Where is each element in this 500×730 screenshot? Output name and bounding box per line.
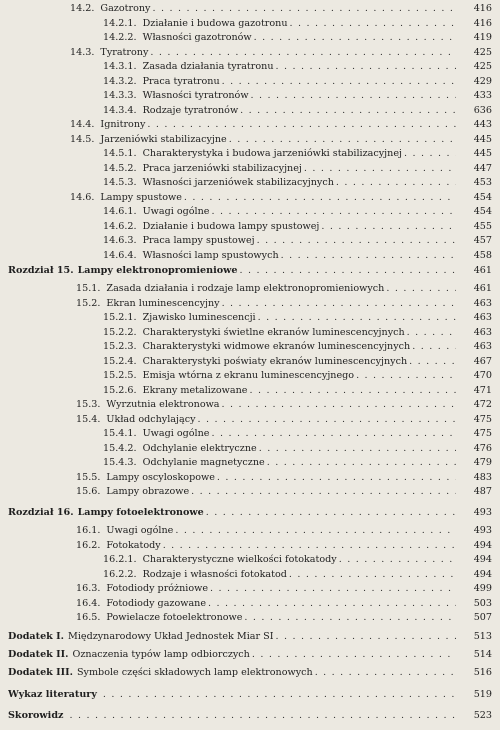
toc-entry-number: 15.2. [76, 297, 101, 309]
toc-entry-number: 16.2.2. [103, 568, 137, 580]
toc-entry [0, 456, 500, 470]
toc-entry-number: 14.5. [70, 133, 95, 145]
leader-dots [274, 60, 456, 74]
toc-entry-number: 14.6.3. [103, 235, 137, 246]
leader-dots [402, 147, 456, 161]
toc-entry [0, 648, 500, 662]
toc-entry-page: 458 [473, 249, 492, 261]
toc-entry-title: Zasada działania i rodzaje lamp elektronopromieniowych [106, 283, 385, 294]
toc-entry-label [8, 630, 456, 644]
toc-entry-label [103, 17, 456, 31]
leader-dots [242, 611, 456, 625]
toc-entry [0, 355, 500, 369]
toc-entry [0, 688, 500, 702]
toc-entry-title: Zjawisko luminescencji [142, 312, 256, 323]
toc-entry-title: Ignitrony [100, 119, 146, 130]
toc-entry-label [103, 205, 456, 219]
toc-entry [0, 282, 500, 296]
toc-entry [0, 147, 500, 161]
toc-entry-title: Charakterystyki poświaty ekranów luminescencyjnych [142, 355, 408, 367]
toc-entry-page: 461 [473, 265, 492, 276]
toc-entry-label [103, 326, 456, 340]
toc-entry-title: Fotodiody gazowane [106, 597, 207, 609]
leader-dots [274, 630, 456, 644]
toc-entry [0, 162, 500, 176]
toc-entry-page: 516 [473, 667, 492, 678]
toc-entry-page: 463 [473, 297, 492, 309]
toc-entry-page: 494 [473, 568, 492, 580]
toc-entry-number: 15.2.1. [103, 312, 137, 323]
toc-entry-label [70, 133, 456, 147]
toc-entry [0, 17, 500, 31]
toc-entry-label [103, 456, 456, 470]
toc-entry-number: 14.6. [70, 191, 95, 203]
toc-entry-number: 14.3.4. [103, 104, 137, 116]
leader-dots [257, 442, 456, 456]
toc-entry-number: 15.2.4. [103, 355, 137, 367]
toc-entry-number: 15.4. [76, 413, 101, 425]
toc-entry [0, 384, 500, 398]
toc-entry-label [103, 355, 456, 369]
toc-entry-label [8, 264, 456, 278]
toc-entry-number: 15.1. [76, 283, 101, 294]
toc-entry-title: Działanie i budowa gazotronu [142, 17, 288, 29]
toc-entry-label [103, 340, 456, 354]
toc-entry-page: 471 [473, 384, 492, 396]
toc-entry-number: Rozdział 16. [8, 507, 74, 518]
toc-entry-page: 454 [473, 206, 492, 217]
toc-entry-number: Wykaz literatury [8, 689, 97, 700]
toc-entry [0, 709, 500, 723]
toc-entry [0, 297, 500, 311]
toc-entry-number: 15.2.3. [103, 341, 137, 352]
toc-entry-page: 429 [473, 75, 492, 87]
leader-dots [227, 133, 456, 147]
toc-entry-label [103, 249, 456, 263]
toc-entry-label [76, 413, 456, 427]
leader-dots [319, 220, 456, 234]
toc-entry-number: 14.6.1. [103, 206, 137, 217]
toc-entry-number: 14.5.2. [103, 162, 137, 174]
toc-entry-number: 14.6.4. [103, 249, 137, 261]
toc-entry-page: 493 [473, 525, 492, 536]
toc-entry [0, 75, 500, 89]
toc-entry-page: 454 [473, 191, 492, 203]
toc-entry-label [103, 369, 456, 383]
toc-entry [0, 398, 500, 412]
toc-entry-label [103, 384, 456, 398]
toc-entry-title: Lampy fotoelektronowe [77, 507, 204, 518]
toc-entry-label [70, 118, 456, 132]
toc-entry-label [76, 282, 456, 296]
toc-entry-number: 14.2. [70, 3, 95, 14]
toc-entry-number: Skorowidz [8, 710, 64, 721]
toc-entry-label [103, 311, 456, 325]
leader-dots [215, 471, 456, 485]
toc-entry-label [103, 60, 456, 74]
toc-entry-title: Lampy elektronopromieniowe [77, 265, 238, 276]
toc-entry-page: 463 [473, 312, 492, 323]
toc-entry-page: 461 [473, 283, 492, 294]
toc-entry-title: Rodzaje i własności fotokatod [142, 568, 287, 580]
toc-entry-label [103, 75, 456, 89]
toc-entry-title: Fotodiody próżniowe [106, 583, 209, 594]
toc-entry-number: 14.3.1. [103, 61, 137, 72]
toc-entry-number: 14.5.1. [103, 148, 137, 159]
leader-dots [252, 31, 456, 45]
toc-entry-label [103, 31, 456, 45]
leader-dots [337, 553, 456, 567]
toc-entry-number: 15.2.2. [103, 326, 137, 338]
leader-dots [150, 2, 456, 16]
toc-entry-title: Charakterystyki widmowe ekranów luminescencyjnych [142, 341, 411, 352]
toc-entry-number: 15.4.1. [103, 428, 137, 439]
toc-entry [0, 506, 500, 520]
toc-entry [0, 369, 500, 383]
leader-dots [101, 688, 456, 702]
toc-entry [0, 311, 500, 325]
toc-entry-page: 636 [473, 104, 492, 116]
toc-entry-label [103, 442, 456, 456]
toc-entry-label [103, 104, 456, 118]
toc-entry-number: Rozdział 15. [8, 265, 74, 276]
leader-dots [68, 709, 457, 723]
leader-dots [204, 506, 456, 520]
toc-entry-page: 472 [473, 399, 492, 410]
toc-entry-label [103, 553, 456, 567]
toc-entry [0, 340, 500, 354]
toc-entry-number: 14.3.3. [103, 90, 137, 101]
toc-entry [0, 220, 500, 234]
toc-entry [0, 539, 500, 553]
toc-entry-page: 475 [473, 413, 492, 425]
toc-entry-title: Charakterystyka i budowa jarzeniówki stabilizacyjnej [142, 148, 402, 159]
toc-entry-label [76, 611, 456, 625]
toc-entry-page: 479 [473, 457, 492, 468]
toc-entry-number: 16.4. [76, 597, 101, 609]
toc-entry [0, 176, 500, 190]
toc-entry-page: 523 [473, 710, 492, 721]
toc-entry-number: 16.2. [76, 539, 101, 551]
toc-entry-label [8, 506, 456, 520]
toc-entry-title: Lampy spustowe [100, 191, 182, 203]
toc-entry-label [76, 485, 456, 499]
toc-entry-number: 16.3. [76, 583, 101, 594]
toc-entry-page: 447 [473, 162, 492, 174]
toc-entry-title: Wyrzutnia elektronowa [106, 399, 220, 410]
toc-entry-page: 475 [473, 428, 492, 439]
toc-entry-title: Układ odchylający [106, 413, 196, 425]
toc-entry-title: Uwagi ogólne [106, 525, 174, 536]
leader-dots [302, 162, 456, 176]
toc-entry-title: Praca lampy spustowej [142, 235, 255, 246]
toc-entry-label [8, 688, 456, 702]
toc-entry [0, 104, 500, 118]
toc-entry-number: 14.4. [70, 119, 95, 130]
leader-dots [405, 326, 456, 340]
leader-dots [287, 568, 456, 582]
leader-dots [279, 249, 456, 263]
toc-entry-label [76, 398, 456, 412]
toc-entry-label [70, 2, 456, 16]
leader-dots [196, 413, 456, 427]
toc-entry [0, 2, 500, 16]
toc-entry-page: 419 [473, 32, 492, 43]
leader-dots [182, 191, 456, 205]
toc-entry-number: 15.3. [76, 399, 101, 410]
toc-entry-page: 487 [473, 486, 492, 497]
toc-entry [0, 597, 500, 611]
toc-entry-title: Tyratrony [100, 46, 149, 58]
toc-entry-label [76, 597, 456, 611]
leader-dots [250, 648, 456, 662]
toc-entry-page: 416 [473, 17, 492, 29]
toc-entry-number: 15.4.2. [103, 442, 137, 454]
toc-entry-page: 425 [473, 46, 492, 58]
toc-entry-number: 14.2.2. [103, 32, 137, 43]
toc-entry-number: 14.5.3. [103, 177, 137, 188]
leader-dots [265, 456, 456, 470]
leader-dots [256, 311, 456, 325]
toc-entry [0, 611, 500, 625]
toc-entry [0, 249, 500, 263]
toc-entry [0, 471, 500, 485]
toc-entry [0, 524, 500, 538]
toc-entry-label [8, 666, 456, 680]
toc-entry [0, 118, 500, 132]
toc-entry-label [76, 297, 456, 311]
toc-entry [0, 89, 500, 103]
toc-entry [0, 60, 500, 74]
leader-dots [209, 205, 456, 219]
toc-entry [0, 582, 500, 596]
toc-entry-title: Odchylanie elektryczne [142, 442, 257, 454]
toc-entry-title: Lampy obrazowe [106, 486, 190, 497]
toc-entry-page: 463 [473, 326, 492, 338]
toc-entry-page: 499 [473, 583, 492, 594]
toc-entry-page: 445 [473, 148, 492, 159]
toc-entry-title: Własności tyratronów [142, 90, 249, 101]
leader-dots [407, 355, 456, 369]
leader-dots [255, 234, 456, 248]
toc-entry-label [8, 648, 456, 662]
toc-entry-title: Zasada działania tyratronu [142, 61, 274, 72]
leader-dots [206, 597, 456, 611]
toc-entry-title: Międzynarodowy Układ Jednostek Miar SI [68, 631, 274, 642]
leader-dots [313, 666, 456, 680]
toc-entry [0, 31, 500, 45]
leader-dots [220, 75, 456, 89]
leader-dots [145, 118, 456, 132]
toc-entry-title: Ekrany metalizowane [142, 384, 248, 396]
toc-entry-page: 493 [473, 507, 492, 518]
leader-dots [173, 524, 456, 538]
toc-entry-label [76, 524, 456, 538]
toc-entry-label [103, 162, 456, 176]
toc-entry [0, 413, 500, 427]
toc-entry-number: 14.3. [70, 46, 95, 58]
toc-entry [0, 326, 500, 340]
toc-entry-page: 463 [473, 341, 492, 352]
toc-entry-title: Praca tyratronu [142, 75, 220, 87]
toc-entry-title: Własności lamp spustowych [142, 249, 279, 261]
toc-entry-label [103, 427, 456, 441]
toc-entry-label [70, 191, 456, 205]
leader-dots [410, 340, 456, 354]
leader-dots [189, 485, 456, 499]
toc-entry-title: Charakterystyki świetlne ekranów luminescencyjnych [142, 326, 405, 338]
leader-dots [247, 384, 456, 398]
toc-entry-page: 455 [473, 220, 492, 232]
toc-entry-page: 514 [473, 649, 492, 660]
toc-entry-label [76, 471, 456, 485]
toc-entry-title: Lampy oscyloskopowe [106, 471, 215, 483]
leader-dots [220, 297, 456, 311]
toc-entry-title: Ekran luminescencyjny [106, 297, 220, 309]
toc-entry-title: Własności gazotronów [142, 32, 252, 43]
toc-entry-label [103, 220, 456, 234]
leader-dots [148, 46, 456, 60]
toc-entry-page: 425 [473, 61, 492, 72]
toc-entry-number: 15.5. [76, 471, 101, 483]
leader-dots [384, 282, 456, 296]
leader-dots [354, 369, 456, 383]
toc-entry-number: 14.6.2. [103, 220, 137, 232]
toc-entry [0, 442, 500, 456]
toc-entry-title: Odchylanie magnetyczne [142, 457, 265, 468]
toc-entry-title: Uwagi ogólne [142, 206, 210, 217]
toc-entry-page: 416 [473, 3, 492, 14]
toc-entry [0, 568, 500, 582]
toc-entry-number: 16.5. [76, 612, 101, 623]
toc-entry-label [103, 147, 456, 161]
toc-entry-page: 470 [473, 370, 492, 381]
toc-entry-number: 15.2.5. [103, 370, 137, 381]
leader-dots [209, 427, 456, 441]
toc-entry [0, 191, 500, 205]
toc-entry-page: 494 [473, 554, 492, 565]
toc-entry-label [103, 89, 456, 103]
toc-entry-page: 443 [473, 119, 492, 130]
toc-entry-title: Powielacze fotoelektronowe [106, 612, 243, 623]
toc-entry-title: Praca jarzeniówki stabilizacyjnej [142, 162, 302, 174]
toc-entry-page: 483 [473, 471, 492, 483]
toc-entry-page: 507 [473, 612, 492, 623]
toc-entry-page: 519 [473, 689, 492, 700]
toc-entry-title: Działanie i budowa lampy spustowej [142, 220, 320, 232]
toc-entry-page: 476 [473, 442, 492, 454]
toc-entry-label [103, 176, 456, 190]
leader-dots [288, 17, 456, 31]
toc-entry [0, 485, 500, 499]
toc-entry-title: Własności jarzeniówek stabilizacyjnych [142, 177, 334, 188]
toc-entry-title: Fotokatody [106, 539, 161, 551]
toc-entry-title: Gazotrony [100, 3, 151, 14]
toc-entry-label [70, 46, 456, 60]
toc-entry [0, 666, 500, 680]
toc-entry-number: 15.6. [76, 486, 101, 497]
toc-entry-page: 494 [473, 539, 492, 551]
toc-entry-title: Jarzeniówki stabilizacyjne [100, 133, 227, 145]
leader-dots [249, 89, 456, 103]
toc-entry [0, 630, 500, 644]
toc-entry [0, 264, 500, 278]
toc-entry-page: 513 [473, 631, 492, 642]
toc-entry-number: 16.1. [76, 525, 101, 536]
toc-entry [0, 234, 500, 248]
toc-entry-label [8, 709, 456, 723]
toc-entry-page: 453 [473, 177, 492, 188]
toc-entry-label [76, 539, 456, 553]
toc-entry-title: Emisja wtórna z ekranu luminescencyjnego [142, 370, 355, 381]
toc-entry-label [103, 568, 456, 582]
toc-entry-number: 16.2.1. [103, 554, 137, 565]
toc-entry-number: 14.3.2. [103, 75, 137, 87]
toc-entry-title: Symbole części składowych lamp elektronowych [76, 667, 313, 678]
toc-entry-number: Dodatek II. [8, 649, 69, 660]
toc-entry-number: Dodatek I. [8, 631, 64, 642]
toc-entry [0, 133, 500, 147]
leader-dots [334, 176, 456, 190]
toc-entry-page: 433 [473, 90, 492, 101]
leader-dots [238, 104, 456, 118]
toc-entry-page: 445 [473, 133, 492, 145]
leader-dots [238, 264, 457, 278]
toc-entry [0, 46, 500, 60]
toc-entry [0, 553, 500, 567]
toc-entry-number: 15.4.3. [103, 457, 137, 468]
toc-entry-number: 14.2.1. [103, 17, 137, 29]
toc-entry-title: Rodzaje tyratronów [142, 104, 239, 116]
toc-entry-label [76, 582, 456, 596]
toc-entry [0, 205, 500, 219]
toc-entry-label [103, 234, 456, 248]
leader-dots [220, 398, 456, 412]
toc-entry-number: Dodatek III. [8, 667, 73, 678]
toc-entry-title: Uwagi ogólne [142, 428, 210, 439]
toc-entry-number: 15.2.6. [103, 384, 137, 396]
toc-entry-page: 503 [473, 597, 492, 609]
leader-dots [208, 582, 456, 596]
toc-entry-title: Charakterystyczne wielkości fotokatody [142, 554, 337, 565]
leader-dots [161, 539, 456, 553]
toc-entry-title: Oznaczenia typów lamp odbiorczych [72, 649, 250, 660]
toc-entry [0, 427, 500, 441]
toc-entry-page: 467 [473, 355, 492, 367]
toc-entry-page: 457 [473, 235, 492, 246]
